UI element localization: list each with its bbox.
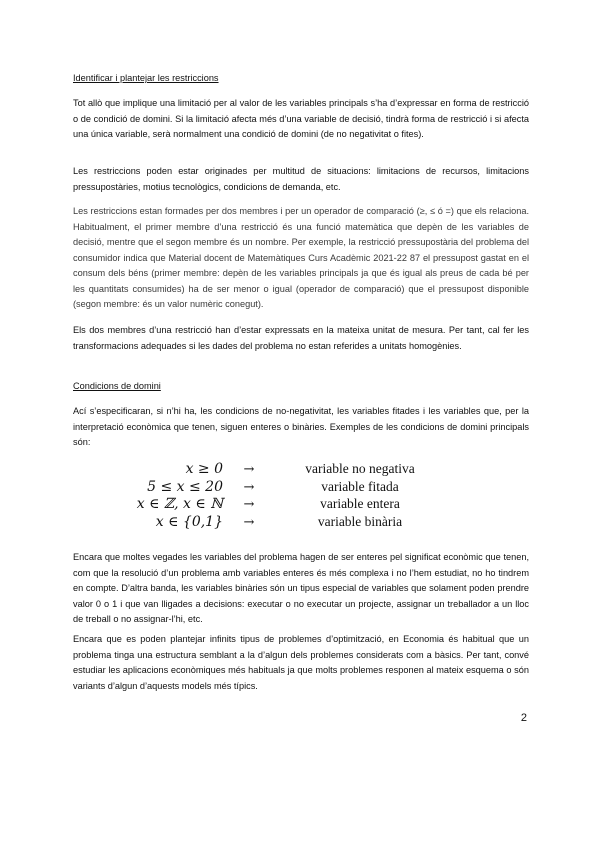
right-arrow-icon: → <box>243 514 255 530</box>
paragraph-restrictions-origin: Les restriccions poden estar originades per multitud de situacions: limitacions de recursos, limitacions pressupostàries, motius tecnològics, condicions de demanda, etc. <box>73 166 529 192</box>
paragraph-restrictions-intro: Tot allò que implique una limitació per al valor de les variables principals s’ha d’expressar en forma de restricció o de condició de domini. Si la limitació afecta més d’una variable de decisió, tindrà forma de restricció i si afecta una única variable, serà normalment una condició de domini (de no negativitat o fites). <box>73 98 529 139</box>
condition-description: variable fitada <box>321 478 399 494</box>
condition-description: variable binària <box>317 513 403 529</box>
paragraph-restrictions-structure: Les restriccions estan formades per dos membres i per un operador de comparació (≥, ≤ ó =) que els relaciona. Habitualment, el primer membre d’una restricció és una funció matemàtica que depèn de les variables de decisió, mentre que el segon membre és un nombre. Per exemple, la restricció pressupostària del problema del consumidor indica que Material docent de Matemàtiques Curs Acadèmic 2021-22 87 el pressupost gastat en el consum dels béns (primer membre: depèn de les variables principals ja que és igual als preus de cada bé per les quantitats consumides) ha de ser menor o igual (operador de comparació) que el pressupost disponible (segon membre: és un valor numèric conegut). <box>73 206 529 309</box>
right-arrow-icon: → <box>243 479 255 495</box>
condition-expression: x ∈ ℤ, x ∈ ℕ <box>136 496 223 512</box>
right-arrow-icon: → <box>243 462 255 477</box>
condition-description: variable entera <box>320 496 400 511</box>
domain-conditions-list <box>131 461 451 531</box>
condition-expression: x ∈ {0,1} <box>155 513 223 530</box>
condition-expression: x ≥ 0 <box>185 461 223 477</box>
condition-description: variable no negativa <box>305 461 415 476</box>
right-arrow-icon: → <box>243 497 255 512</box>
paragraph-restrictions-units: Els dos membres d’una restricció han d’estar expressats en la mateixa unitat de mesura. Per tant, cal fer les transformacions adequades si les dades del problema no estan referides a unitats homogènies. <box>73 325 529 351</box>
condition-expression: 5 ≤ x ≤ 20 <box>147 478 223 495</box>
paragraph-domain-intro: Ací s’especificaran, si n’hi ha, les condicions de no-negativitat, les variables fitades i les variables que, per la interpretació econòmica que tenen, siguen enteres o binàries. Exemples de les condicions de domini principals són: <box>73 406 529 447</box>
section-heading-restrictions: Identificar i plantejar les restriccions <box>73 73 219 83</box>
paragraph-integer-binary: Encara que moltes vegades les variables del problema hagen de ser enteres pel significat econòmic que tenen, com que la resolució d’un problema amb variables enteres és més complexa i no l’hem estudiat, no ho tindrem en compte. D’altra banda, les variables binàries són un tipus especial de variables que solament poden prendre valor 0 o 1 i que van lligades a decisions: executar o no executar un projecte, assignar un treballador a un lloc de treball o no assignar-l’hi, etc. <box>73 552 529 624</box>
domain-condition-row <box>131 496 451 514</box>
section-heading-domain: Condicions de domini <box>73 381 161 391</box>
domain-condition-row <box>131 461 451 479</box>
domain-condition-row <box>131 514 451 532</box>
page-number: 2 <box>520 712 527 724</box>
domain-condition-row <box>131 479 451 497</box>
paragraph-optimization-types: Encara que es poden plantejar infinits tipus de problemes d’optimització, en Economia és habitual que un problema tinga una estructura semblant a la d’algun dels problemes considerats com a bàsics. Per tant, convé estudiar les aplicacions econòmiques més habituals ja que molts problemes responen al mateix esquema o són variants d’algun d’aquests models més típics. <box>73 634 529 691</box>
